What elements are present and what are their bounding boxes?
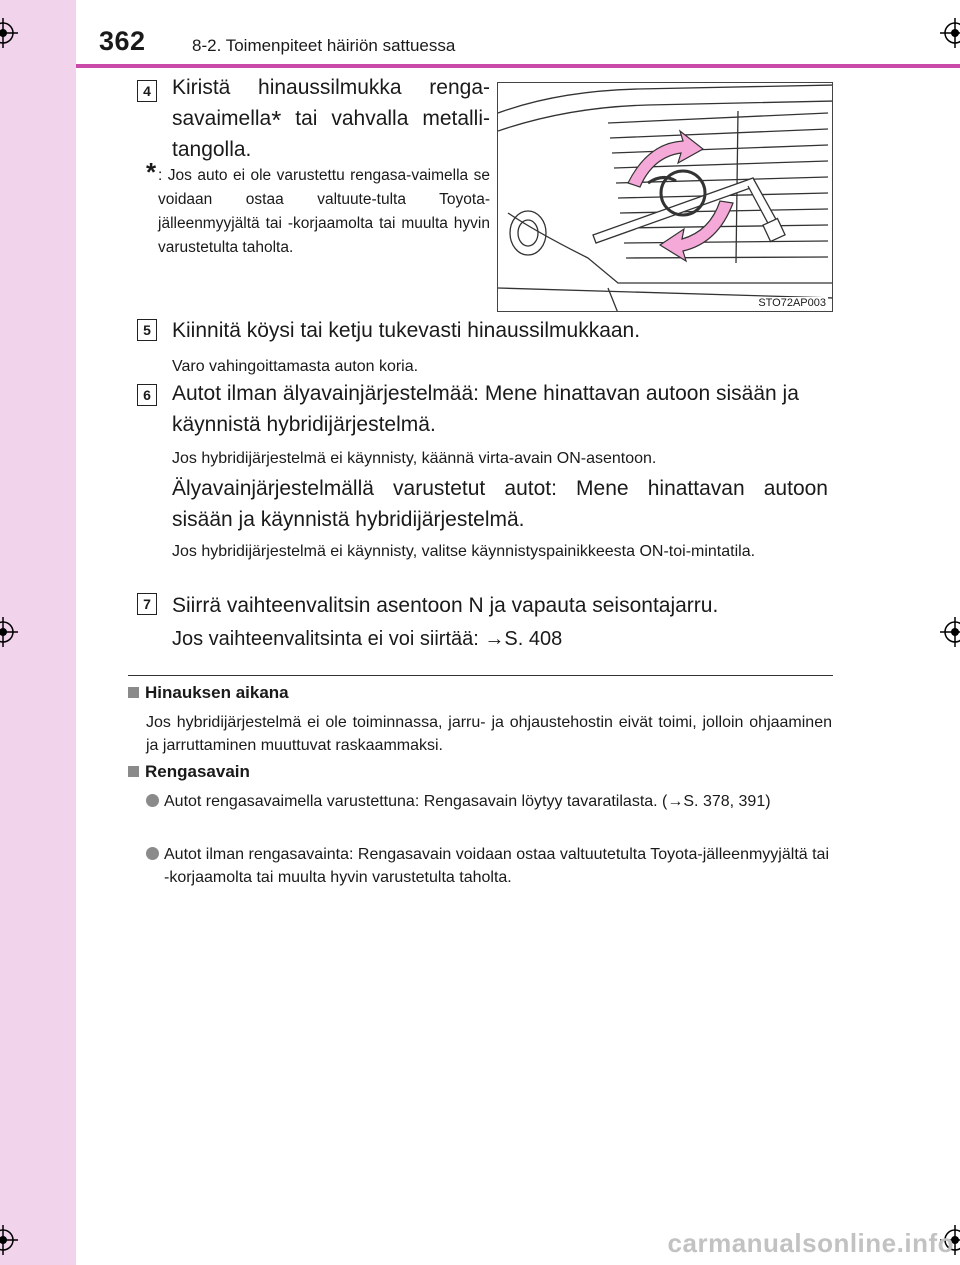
registration-mark-icon <box>940 18 960 48</box>
step-number-6: 6 <box>137 384 157 406</box>
step-4-text-b: tai vahvalla metalli-tangolla. <box>172 107 490 161</box>
step-7-note: Jos vaihteenvalitsinta ei voi siirtää: →S. 408 <box>172 628 563 650</box>
step-4-text-a: Kiristä hinaussilmukka renga-savaimella <box>172 76 490 130</box>
section-divider <box>128 675 833 676</box>
step-number-5: 5 <box>137 319 157 341</box>
registration-mark-icon <box>0 1225 18 1255</box>
tow-eyelet-drawing <box>498 83 833 312</box>
step-6-text: Autot ilman älyavainjärjestelmää: Mene hinattavan autoon sisään ja käynnistä hybridijärjestelmä. <box>172 382 799 436</box>
step-6-note-b: Jos hybridijärjestelmä ei käynnisty, valitse käynnistyspainikkeesta ON-toi-mintatila. <box>172 543 756 560</box>
info-heading-wrench: Rengasavain <box>128 762 250 782</box>
list-item: Autot ilman rengasavainta: Rengasavain voidaan ostaa valtuutetulta Toyota-jälleenmyyjältä tai -korjaamolta tai muulta hyvin varustetulta taholta. <box>146 843 836 889</box>
info-towing-text: Jos hybridijärjestelmä ei ole toiminnassa, jarru- ja ohjaustehostin eivät toimi, jolloin ohjaaminen ja jarruttaminen muuttuvat raskaammaksi. <box>146 714 832 754</box>
step-5-note: Varo vahingoittamasta auton koria. <box>172 358 419 375</box>
step-number-7: 7 <box>137 593 157 615</box>
round-bullet-icon <box>146 847 159 860</box>
step-number-4: 4 <box>137 80 157 102</box>
step-4-text <box>172 72 490 165</box>
figure-code: STO72AP003 <box>758 297 826 309</box>
registration-mark-icon <box>0 617 18 647</box>
round-bullet-icon <box>146 794 159 807</box>
registration-mark-icon <box>0 18 18 48</box>
header-rule <box>76 64 960 68</box>
watermark: carmanualsonline.info <box>667 1228 954 1258</box>
footnote-text: : Jos auto ei ole varustettu rengasa-vaimella se voidaan ostaa valtuute-tulta Toyota-jälleenmyyjältä tai -korjaamolta tai muulta hyvin varustetulta taholta. <box>158 167 490 256</box>
footnote-marker: * <box>146 157 157 187</box>
illustration-tow-eyelet <box>497 82 833 312</box>
square-bullet-icon <box>128 687 139 698</box>
footnote-asterisk: * <box>271 105 282 135</box>
list-item: Autot rengasavaimella varustettuna: Rengasavain löytyy tavaratilasta. (→S. 378, 391) <box>146 790 836 813</box>
page-number: 362 <box>99 26 146 56</box>
square-bullet-icon <box>128 766 139 777</box>
step-5-text: Kiinnitä köysi tai ketju tukevasti hinaussilmukkaan. <box>172 319 641 342</box>
step-6-smart-key-text: Älyavainjärjestelmällä varustetut autot: Mene hinattavan autoon sisään ja käynnistä hybridijärjestelmä. <box>172 477 828 531</box>
step-6-note-a: Jos hybridijärjestelmä ei käynnisty, käännä virta-avain ON-asentoon. <box>172 450 657 467</box>
step-7-text: Siirrä vaihteenvalitsin asentoon N ja vapauta seisontajarru. <box>172 594 719 617</box>
registration-mark-icon <box>940 617 960 647</box>
section-title: 8-2. Toimenpiteet häiriön sattuessa <box>192 36 456 55</box>
info-heading-towing: Hinauksen aikana <box>128 683 289 703</box>
